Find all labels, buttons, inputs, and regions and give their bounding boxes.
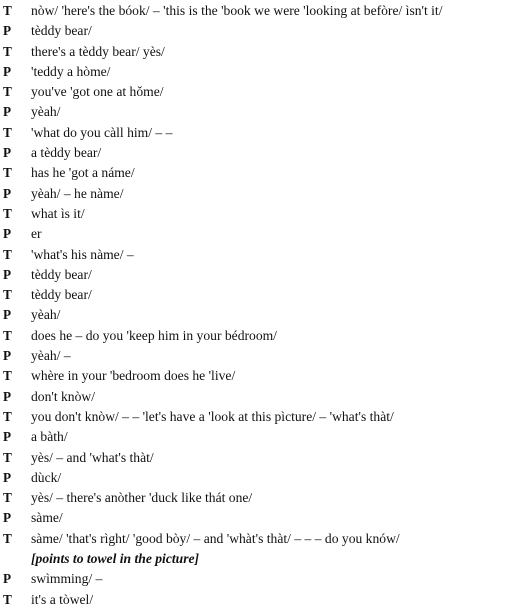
transcript-turn: [3, 82, 508, 102]
transcript-turn: [3, 326, 508, 346]
transcript-turn: [3, 123, 508, 143]
speaker-label: P: [3, 469, 12, 485]
utterance-text: you don't knòw/ – – 'let's have a 'look at this pìcture/ – 'what's thàt/: [31, 408, 394, 424]
speaker-label: P: [3, 145, 12, 161]
speaker-label: T: [3, 327, 12, 343]
transcript-turn: [3, 224, 508, 244]
transcript-turn: [3, 265, 508, 285]
speaker-label: P: [3, 266, 12, 282]
transcript-turn: [3, 488, 508, 508]
utterance-text: a bàth/: [31, 429, 68, 445]
utterance-text: tèddy bear/: [31, 23, 92, 39]
utterance-text: whère in your 'bedroom does he 'live/: [31, 368, 236, 384]
speaker-label: P: [3, 226, 12, 242]
speaker-label: T: [3, 408, 12, 424]
speaker-label: P: [3, 388, 12, 404]
utterance-text: yèah/: [31, 104, 61, 120]
speaker-label: T: [3, 530, 12, 546]
transcript-turn: [3, 366, 508, 386]
transcript-turn: [3, 62, 508, 82]
utterance-text: yèah/ – he nàme/: [31, 185, 124, 201]
utterance-text: er: [31, 226, 42, 242]
utterance-text: has he 'got a náme/: [31, 165, 135, 181]
utterance-text: sàme/: [31, 510, 63, 526]
utterance-text: tèddy bear/: [31, 266, 92, 282]
utterance-text: 'teddy a hòme/: [31, 63, 111, 79]
utterance-text: yès/ – and 'what's thàt/: [31, 449, 154, 465]
stage-direction: [points to towel in the picture]: [31, 551, 200, 567]
transcript-turn: [3, 204, 508, 224]
transcript-turn: [3, 427, 508, 447]
transcript: [3, 1, 508, 610]
transcript-turn: [3, 184, 508, 204]
speaker-label: P: [3, 348, 12, 364]
transcript-turn: [3, 346, 508, 366]
utterance-text: 'what do you càll him/ – –: [31, 124, 173, 140]
utterance-text: 'what's his nàme/ –: [31, 246, 134, 262]
speaker-label: T: [3, 591, 12, 607]
speaker-label: T: [3, 43, 12, 59]
transcript-turn: [3, 508, 508, 528]
transcript-turn: [3, 569, 508, 589]
utterance-text: there's a tèddy bear/ yès/: [31, 43, 165, 59]
utterance-text: swìmming/ –: [31, 571, 103, 587]
utterance-text: does he – do you 'keep him in your bédroom/: [31, 327, 277, 343]
utterance-text: what ìs it/: [31, 205, 85, 221]
utterance-text: yèah/ –: [31, 348, 71, 364]
utterance-text: yès/ – there's anòther 'duck like thát one/: [31, 490, 253, 506]
speaker-label: T: [3, 368, 12, 384]
transcript-turn: [3, 42, 508, 62]
speaker-label: T: [3, 449, 12, 465]
utterance-text: don't knòw/: [31, 388, 95, 404]
transcript-turn: [3, 163, 508, 183]
transcript-turn: [3, 285, 508, 305]
transcript-turn: [3, 102, 508, 122]
transcript-turn: [3, 387, 508, 407]
utterance-text: yèah/: [31, 307, 61, 323]
speaker-label: P: [3, 104, 12, 120]
speaker-label: P: [3, 185, 12, 201]
utterance-text: you've 'got one at hǒme/: [31, 84, 164, 100]
transcript-turn: [3, 305, 508, 325]
transcript-turn: [3, 407, 508, 427]
utterance-text: it's a tòwel/: [31, 591, 94, 607]
transcript-turn: [3, 529, 508, 549]
transcript-turn: [3, 143, 508, 163]
speaker-label: T: [3, 287, 12, 303]
utterance-text: sàme/ 'that's rìght/ 'good bòy/ – and 'whàt's thàt/ – – – do you knów/: [31, 530, 400, 546]
speaker-label: P: [3, 510, 12, 526]
speaker-label: P: [3, 307, 12, 323]
speaker-label: T: [3, 124, 12, 140]
transcript-turn: [3, 245, 508, 265]
speaker-label: P: [3, 63, 12, 79]
utterance-text: a tèddy bear/: [31, 145, 102, 161]
speaker-label: P: [3, 571, 12, 587]
speaker-label: T: [3, 490, 12, 506]
transcript-turn: [3, 468, 508, 488]
transcript-turn: [3, 448, 508, 468]
speaker-label: P: [3, 429, 12, 445]
speaker-label: P: [3, 23, 12, 39]
transcript-turn: [3, 1, 508, 21]
speaker-label: T: [3, 3, 12, 18]
utterance-text: tèddy bear/: [31, 287, 92, 303]
utterance-text: nòw/ 'here's the bóok/ – 'this is the 'book we were 'looking at befòre/ ìsn't it/: [31, 3, 443, 18]
speaker-label: T: [3, 84, 12, 100]
transcript-turn: [3, 21, 508, 41]
utterance-text: dùck/: [31, 469, 62, 485]
transcript-turn: [3, 590, 508, 610]
speaker-label: T: [3, 165, 12, 181]
speaker-label: T: [3, 205, 12, 221]
speaker-label: T: [3, 246, 12, 262]
